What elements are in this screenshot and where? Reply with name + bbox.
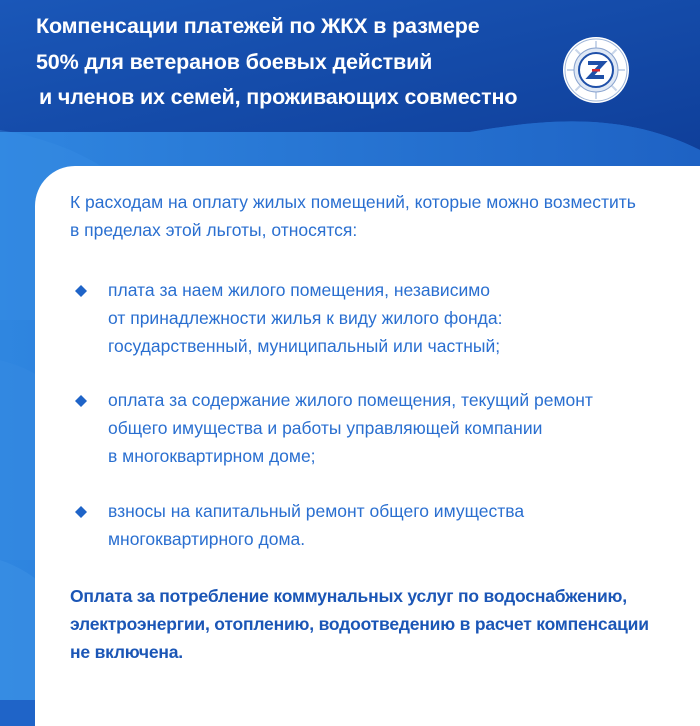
intro-line: в пределах этой льготы, относятся: xyxy=(70,220,358,240)
header-banner xyxy=(0,0,700,132)
title-line: 50% для ветеранов боевых действий xyxy=(36,49,433,74)
list-item-line: в многоквартирном доме; xyxy=(108,446,316,466)
veterans-emblem-z-icon xyxy=(562,36,630,104)
list-item-line: взносы на капитальный ремонт общего имущества xyxy=(108,501,525,521)
list-item-line: от принадлежности жилья к виду жилого фонда: xyxy=(108,308,503,328)
intro-text xyxy=(70,188,680,244)
diamond-bullet-icon xyxy=(74,284,88,298)
diamond-bullet-icon xyxy=(74,394,88,408)
list-item-line: оплата за содержание жилого помещения, текущий ремонт xyxy=(108,390,593,410)
page-title xyxy=(36,9,556,116)
list-item-line: государственный, муниципальный или частный; xyxy=(108,336,501,356)
note-text xyxy=(70,582,680,666)
title-line: Компенсации платежей по ЖКХ в размере xyxy=(36,14,480,38)
intro-line: К расходам на оплату жилых помещений, которые можно возместить xyxy=(70,192,636,212)
diamond-bullet-icon xyxy=(74,505,88,519)
note-line: Оплата за потребление коммунальных услуг по водоснабжению, xyxy=(70,586,627,606)
title-line: и членов их семей, проживающих совместно xyxy=(39,85,518,109)
note-line: не включена. xyxy=(70,642,183,662)
list-item-line: плата за наем жилого помещения, независимо xyxy=(108,280,490,300)
list-item-line: общего имущества и работы управляющей компании xyxy=(108,418,543,438)
list-item-line: многоквартирного дома. xyxy=(108,529,306,549)
note-line: электроэнергии, отоплению, водоотведению в расчет компенсации xyxy=(70,614,649,634)
